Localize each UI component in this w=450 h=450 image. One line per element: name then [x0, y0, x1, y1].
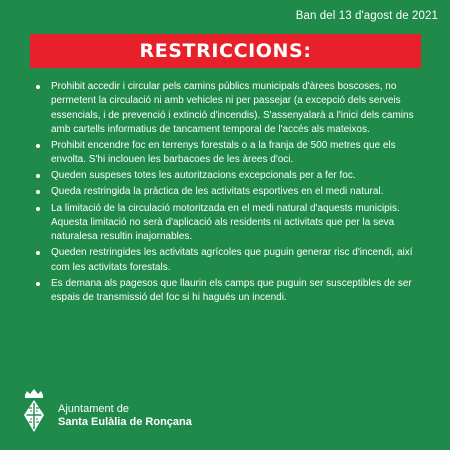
- publication-date: Ban del 13 d'agost de 2021: [295, 10, 438, 22]
- bullet-icon: [36, 85, 40, 89]
- restrictions-banner: [30, 34, 421, 68]
- bullet-icon: [36, 251, 40, 255]
- list-item-text: Queden suspeses totes les autoritzacions excepcionals per a fer foc.: [51, 170, 356, 182]
- bullet-icon: [36, 144, 40, 148]
- list-item-text: Queda restringida la pràctica de les activitats esportives en el medi natural.: [51, 186, 384, 198]
- list-item-text: Queden restringides les activitats agrícoles que puguin generar risc d'incendi, així com les activitats forestals.: [51, 247, 413, 273]
- footer-text: [58, 403, 192, 429]
- list-item: [36, 277, 422, 306]
- restrictions-list: [36, 80, 422, 307]
- list-item: [36, 202, 422, 245]
- banner-title: RESTRICCIONS:: [139, 40, 312, 62]
- bullet-icon: [36, 190, 40, 194]
- list-item: [36, 246, 422, 275]
- footer-municipality-name: Santa Eulàlia de Ronçana: [58, 415, 192, 428]
- footer-org-label: Ajuntament de: [58, 402, 129, 415]
- list-item: [36, 185, 422, 199]
- bullet-icon: [36, 207, 40, 211]
- list-item-text: Prohibit accedir i circular pels camins públics municipals d'àrees boscoses, no permetent la circulació ni amb vehicles ni per passejar (a excepció dels serveis essencials, i de prevenció i extinció d'incendis). S'assenyalarà a l'inici dels camins amb cartells informatius de tancament temporal de l'accés als mateixos.: [51, 81, 414, 135]
- list-item-text: Prohibit encendre foc en terrenys forestals o a la franja de 500 metres que els envolta. S'hi inclouen les barbacoes de les àrees d'oci.: [51, 139, 396, 166]
- list-item-text: La limitació de la circulació motoritzada en el medi natural d'aquests municipis. Aquesta limitació no serà d'aplicació als residents ni activitats que per la seva naturalesa resultin inajornables.: [51, 202, 400, 243]
- municipal-crest-icon: [22, 389, 46, 434]
- list-item: [36, 139, 422, 168]
- list-item-text: Es demana als pagesos que llaurin els camps que puguin ser susceptibles de ser espais de transmissió del foc si hi hagués un incendi.: [51, 277, 412, 303]
- list-item: [36, 80, 422, 137]
- footer: [22, 389, 192, 434]
- list-item: [36, 169, 422, 183]
- bullet-icon: [36, 282, 40, 286]
- bullet-icon: [36, 174, 40, 178]
